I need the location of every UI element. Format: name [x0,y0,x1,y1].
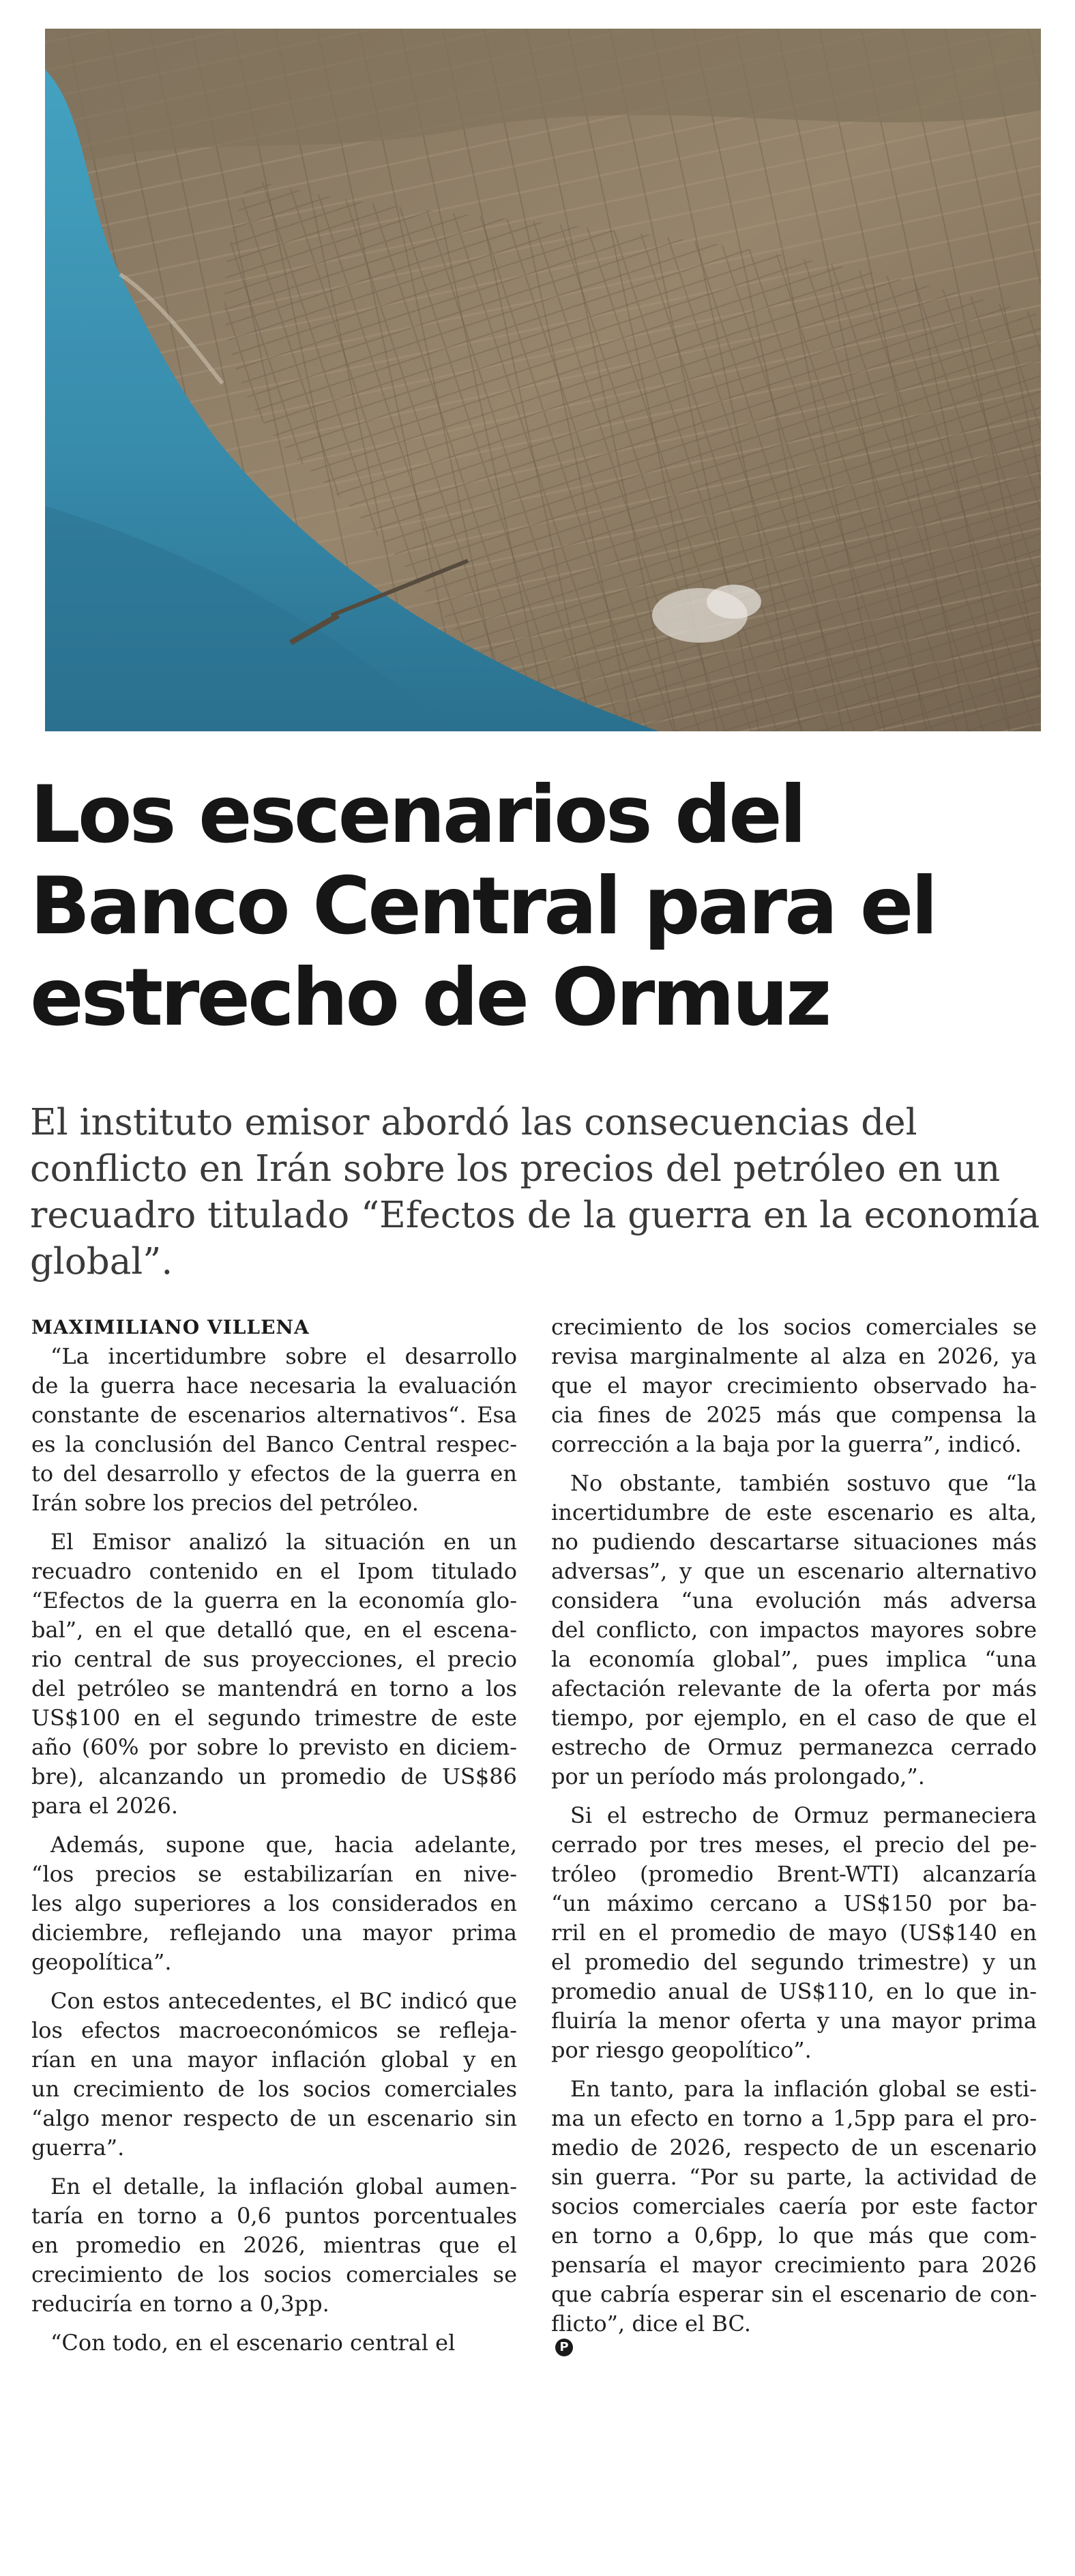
paragraph-line: “La incertidumbre sobre el desarrollo [50,1343,517,1369]
paragraph-line: “un máximo cercano a US$150 por ba- [551,1890,1037,1916]
subheadline-line: conflicto en Irán sobre los precios del petróleo en un [30,1148,1001,1190]
paragraph-line: Con estos antecedentes, el BC indicó que [50,1988,517,2014]
paragraph-line: el promedio del segundo trimestre) y un [551,1949,1037,1975]
paragraph-line: tróleo (promedio Brent-WTI) alcanzaría [551,1861,1037,1887]
paragraph-line: un crecimiento de los socios comerciales [31,2076,517,2102]
headline-line: Los escenarios del [30,769,804,861]
end-of-article-icon: P [555,2339,573,2356]
paragraph-line: taría en torno a 0,6 puntos porcentuales [31,2203,517,2229]
body-column-left [31,1313,517,2367]
paragraph-line: rril en el promedio de mayo (US$140 en [551,1920,1037,1946]
paragraph-line: No obstante, también sostuvo que “la [570,1470,1037,1496]
paragraph-line: En tanto, para la inflación global se esti- [570,2076,1037,2102]
headline [30,770,1040,1044]
paragraph-line: “Efectos de la guerra en la economía glo- [31,1587,517,1613]
paragraph-line: afectación relevante de la oferta por más [551,1675,1037,1701]
paragraph-line: sin guerra. “Por su parte, la actividad de [551,2164,1037,2190]
paragraph-line: en torno a 0,6pp, lo que más que com- [551,2223,1037,2249]
paragraph-line: es la conclusión del Banco Central respec- [31,1431,517,1457]
paragraph-line: constante de escenarios alternativos“. Esa [31,1402,517,1428]
body-column-right [551,1313,1037,2366]
article-paragraph [31,1342,517,1518]
headline-line: Banco Central para el [30,860,936,952]
paragraph-line: los efectos macroeconómicos se refleja- [31,2017,517,2043]
aerial-coastline-image [45,29,1041,731]
paragraph-line: guerra”. [31,2135,125,2161]
article-paragraph [31,1987,517,2163]
article-paragraph [31,2328,517,2358]
paragraph-line: medio de 2026, respecto de un escenario [551,2135,1037,2161]
paragraph-line: cerrado por tres meses, el precio del pe- [551,1832,1037,1858]
paragraph-line: Irán sobre los precios del petróleo. [31,1490,419,1516]
article-paragraph [31,2172,517,2319]
article-paragraph [31,1830,517,1977]
paragraph-line: bal”, en el que detalló que, en el escena- [31,1617,517,1643]
aerial-photo [45,29,1041,731]
paragraph-line: ma un efecto en torno a 1,5pp para el pro- [551,2105,1037,2131]
paragraph-line: no pudiendo descartarse situaciones más [551,1529,1037,1555]
paragraph-line: diciembre, reflejando una mayor prima [31,1920,517,1946]
article-paragraph [551,1801,1037,2065]
paragraph-line: flicto”, dice el BC. P [551,2309,1037,2356]
paragraph-line: en promedio en 2026, mientras que el [31,2232,517,2258]
paragraph-line: de la guerra hace necesaria la evaluación [31,1373,517,1399]
paragraph-line: recuadro contenido en el Ipom titulado [31,1558,517,1584]
subheadline-line: global”. [30,1241,173,1283]
headline-line: estrecho de Ormuz [30,952,829,1044]
paragraph-line: US$100 en el segundo trimestre de este [31,1705,517,1731]
article-paragraph [551,2075,1037,2356]
paragraph-line: Si el estrecho de Ormuz permaneciera [570,1802,1037,1828]
paragraph-line: fluiría la menor oferta y una mayor prima [551,2008,1037,2034]
author-byline: MAXIMILIANO VILLENA [31,1316,310,1338]
paragraph-line: bre), alcanzando un promedio de US$86 [31,1763,517,1789]
article-paragraph [551,1469,1037,1791]
paragraph-line: estrecho de Ormuz permanezca cerrado [551,1734,1037,1760]
paragraph-line: geopolítica”. [31,1949,172,1975]
subheadline [30,1100,1040,1285]
paragraph-line: pensaría el mayor crecimiento para 2026 [551,2252,1037,2278]
paragraph-line: del conflicto, con impactos mayores sobre [551,1617,1037,1643]
paragraph-line: reduciría en torno a 0,3pp. [31,2291,329,2317]
paragraph-line: que el mayor crecimiento observado ha- [551,1373,1037,1399]
paragraph-line: cia fines de 2025 más que compensa la [551,1402,1037,1428]
paragraph-line: to del desarrollo y efectos de la guerra en [31,1461,517,1487]
subheadline-line: El instituto emisor abordó las consecuencias del [30,1102,917,1143]
paragraph-line: “Con todo, en el escenario central el [50,2330,456,2356]
paragraph-line: crecimiento de los socios comerciales se [551,1314,1037,1340]
paragraph-line: la economía global”, pues implica “una [551,1646,1037,1672]
paragraph-line: revisa marginalmente al alza en 2026, ya [551,1343,1037,1369]
subheadline-line: recuadro titulado “Efectos de la guerra en la economía [30,1195,1040,1236]
paragraph-line: para el 2026. [31,1793,179,1819]
paragraph-line: “algo menor respecto de un escenario sin [31,2105,517,2131]
paragraph-line: corrección a la baja por la guerra”, indicó. [551,1431,1022,1457]
paragraph-line: del petróleo se mantendrá en torno a los [31,1675,517,1701]
paragraph-line: crecimiento de los socios comerciales se [31,2262,517,2287]
paragraph-line: tiempo, por ejemplo, en el caso de que el [551,1705,1037,1731]
paragraph-line: adversas”, y que un escenario alternativo [551,1558,1037,1584]
paragraph-line: rio central de sus proyecciones, el precio [31,1646,517,1672]
paragraph-line: Además, supone que, hacia adelante, [50,1832,517,1858]
article-paragraph [31,1527,517,1821]
paragraph-line: que cabría esperar sin el escenario de con- [551,2281,1037,2307]
paragraph-line: por un período más prolongado,”. [551,1763,925,1789]
article-paragraph [551,1313,1037,1459]
paragraph-line: año (60% por sobre lo previsto en diciem- [31,1734,517,1760]
paragraph-line: promedio anual de US$110, en lo que in- [551,1978,1037,2004]
paragraph-line: rían en una mayor inflación global y en [31,2047,517,2073]
paragraph-line: considera “una evolución más adversa [551,1587,1037,1613]
paragraph-line: incertidumbre de este escenario es alta, [551,1499,1037,1525]
paragraph-line: En el detalle, la inflación global aumen- [50,2174,517,2199]
paragraph-line: El Emisor analizó la situación en un [50,1529,517,1555]
paragraph-line: “los precios se estabilizarían en nive- [31,1861,517,1887]
paragraph-line: socios comerciales caería por este factor [551,2193,1037,2219]
paragraph-line: por riesgo geopolítico”. [551,2037,812,2063]
paragraph-line: les algo superiores a los considerados en [31,1890,517,1916]
